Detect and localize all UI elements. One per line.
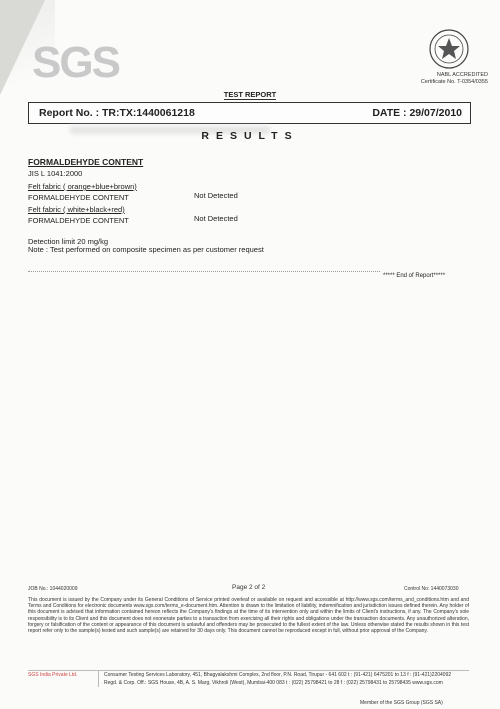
fabric-label-1: Felt fabric ( orange+blue+brown) xyxy=(28,182,137,191)
section-title: FORMALDEHYDE CONTENT xyxy=(28,157,144,167)
parameter-2: FORMALDEHYDE CONTENT xyxy=(28,216,129,225)
test-report-heading xyxy=(0,90,500,99)
result-1: Not Detected xyxy=(194,191,238,200)
result-2: Not Detected xyxy=(194,214,238,223)
lab-address-line-2: Regd. & Corp. Off.: SGS House, 4B, A. S. Marg, Vikhroli (West), Mumbai-400 083 t : (022) 25798421 to 28 f : (022) 25798431 to 25798435 www.sgs.com xyxy=(104,679,443,686)
parameter-1: FORMALDEHYDE CONTENT xyxy=(28,193,129,202)
end-of-report: ***** End of Report***** xyxy=(383,273,446,279)
lab-address xyxy=(104,672,474,687)
company-name: SGS India Private Ltd. xyxy=(28,672,78,678)
member-statement: Member of the SGS Group (SGS SA) xyxy=(360,700,443,706)
note: Note : Test performed on composite specimen as per customer request xyxy=(28,245,264,254)
page-number: Page 2 of 2 xyxy=(232,584,266,591)
nabl-accreditation xyxy=(396,72,488,86)
control-number: Control No: 1440073030 xyxy=(404,586,459,592)
test-method: JIS L 1041:2000 xyxy=(28,169,83,178)
sgs-logo: SGS xyxy=(32,38,119,87)
job-number: JOB No.: 1044020009 xyxy=(28,586,78,592)
report-bar xyxy=(28,102,471,124)
results-title: RESULTS xyxy=(201,130,299,142)
nabl-seal-icon xyxy=(428,28,470,70)
legal-disclaimer: This document is issued by the Company under its General Conditions of Service printed overleaf or available on request and accessible at http://www.sgs.com/terms_and_conditions.htm and and Terms and Conditions for electronic documents www.sgs.com/terms_e-document.htm. Attention is drawn to the limitation of liability, indemnification and jurisdiction issues defined therein. Any holder of this document is advised that information contained hereon reflects the Company's findings at the time of its intervention only and within the limits of Client's instructions, if any. The Company's sole responsibility is to its Client and this document does not exonerate parties to a transaction from exercising all their rights and obligations under the transaction documents. Any unauthorized alteration, forgery or falsification of the content or appearance of this document is unlawful and offenders may be prosecuted to the fullest extent of the law. Unless otherwise stated the results shown in this test report refer only to the sample(s) tested and such sample(s) are retained for 30 days only. This document cannot be reproduced except in full, without prior approval of the Company. xyxy=(28,597,469,635)
report-number: Report No. : TR:TX:1440061218 xyxy=(39,107,195,119)
footer-vertical-divider xyxy=(98,671,99,687)
lab-address-line-1: Consumer Testing Services Laboratory, 451, Bhagyalakshmi Complex, 2nd floor, P.N. Road, Tirupur - 641 602 t : (91-421) 6475201 to 13 f : (91-421)2204092 xyxy=(104,672,452,678)
detection-limit: Detection limit 20 mg/kg xyxy=(28,237,109,246)
nabl-line-2: Certificate No. T-0354/0355 xyxy=(420,79,488,85)
test-report-label: TEST REPORT xyxy=(223,90,277,99)
report-date: DATE : 29/07/2010 xyxy=(372,107,462,119)
end-divider xyxy=(28,271,380,272)
fabric-label-2: Felt fabric ( white+black+red) xyxy=(28,205,125,214)
footer-divider xyxy=(28,670,469,671)
nabl-line-1: NABL ACCREDITED xyxy=(436,72,488,78)
